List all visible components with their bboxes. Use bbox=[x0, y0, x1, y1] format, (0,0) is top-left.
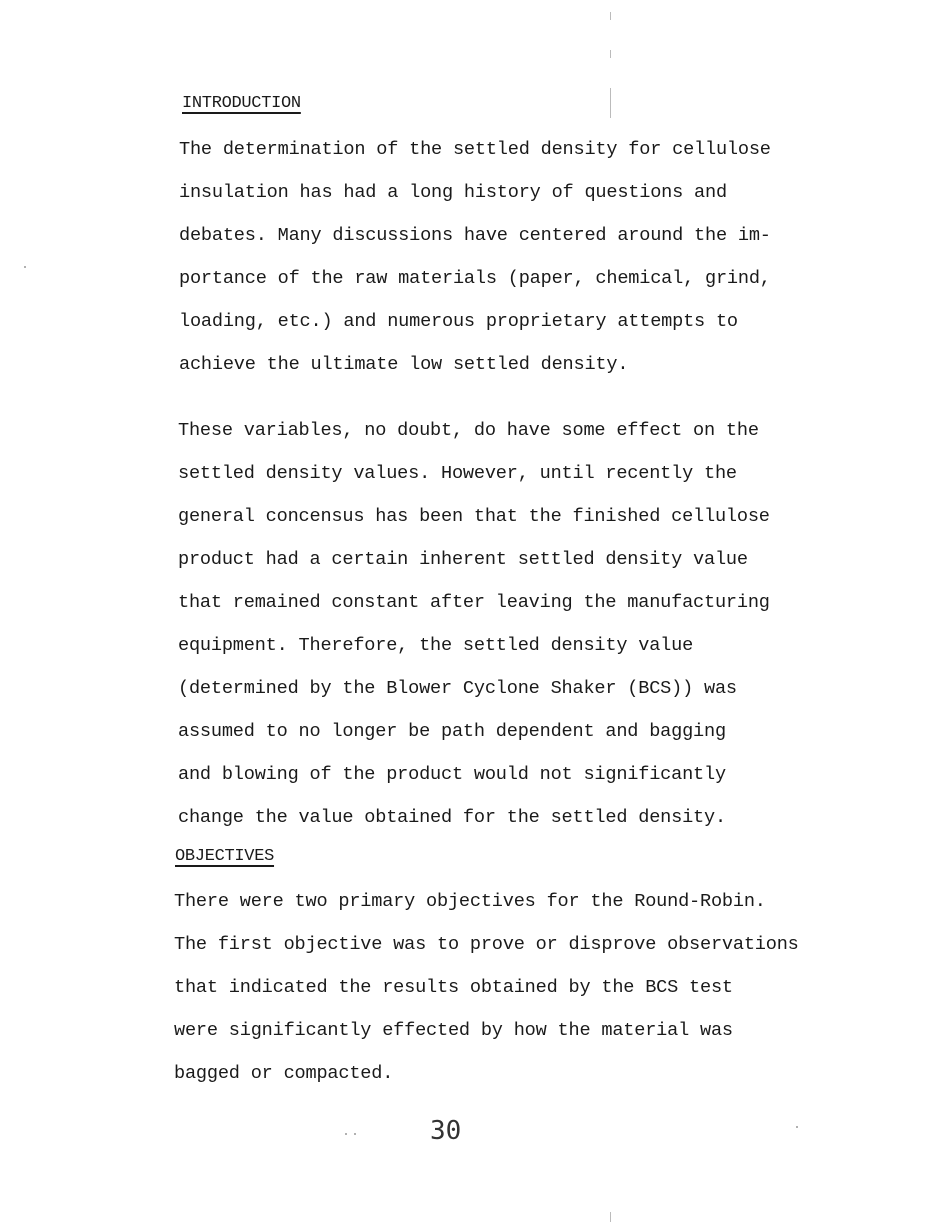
objectives-paragraph bbox=[174, 880, 799, 1095]
section-heading-objectives: OBJECTIVES bbox=[175, 847, 275, 866]
text-line: assumed to no longer be path dependent and bagging bbox=[178, 721, 726, 742]
text-line: that indicated the results obtained by the BCS test bbox=[174, 977, 733, 998]
text-line: settled density values. However, until recently the bbox=[178, 463, 737, 484]
text-line: portance of the raw materials (paper, chemical, grind, bbox=[179, 268, 771, 289]
page-number: 30 bbox=[430, 1116, 462, 1146]
text-line: The first objective was to prove or disprove observations bbox=[174, 934, 799, 955]
text-line: (determined by the Blower Cyclone Shaker (BCS)) was bbox=[178, 678, 737, 699]
text-line: There were two primary objectives for the Round-Robin. bbox=[174, 891, 766, 912]
text-line: and blowing of the product would not significantly bbox=[178, 764, 726, 785]
text-line: that remained constant after leaving the manufacturing bbox=[178, 592, 770, 613]
scan-mark bbox=[610, 88, 611, 118]
text-line: debates. Many discussions have centered around the im- bbox=[179, 225, 771, 246]
text-line: loading, etc.) and numerous proprietary attempts to bbox=[179, 311, 738, 332]
scan-mark bbox=[610, 50, 611, 58]
text-line: general concensus has been that the finished cellulose bbox=[178, 506, 770, 527]
scan-mark bbox=[610, 1212, 611, 1222]
scan-dot bbox=[796, 1126, 798, 1128]
scan-dot bbox=[345, 1133, 347, 1135]
text-line: equipment. Therefore, the settled density value bbox=[178, 635, 694, 656]
intro-paragraph-1 bbox=[179, 128, 771, 386]
text-line: bagged or compacted. bbox=[174, 1063, 394, 1084]
text-line: were significantly effected by how the material was bbox=[174, 1020, 733, 1041]
text-line: These variables, no doubt, do have some effect on the bbox=[178, 420, 759, 441]
scan-mark bbox=[610, 12, 611, 20]
intro-paragraph-2 bbox=[178, 409, 770, 839]
text-line: achieve the ultimate low settled density. bbox=[179, 354, 629, 375]
text-line: product had a certain inherent settled density value bbox=[178, 549, 748, 570]
scan-dot bbox=[354, 1133, 356, 1135]
text-line: change the value obtained for the settled density. bbox=[178, 807, 726, 828]
section-heading-introduction: INTRODUCTION bbox=[182, 94, 301, 113]
text-line: The determination of the settled density for cellulose bbox=[179, 139, 771, 160]
text-line: insulation has had a long history of questions and bbox=[179, 182, 727, 203]
scan-dot bbox=[24, 266, 26, 268]
